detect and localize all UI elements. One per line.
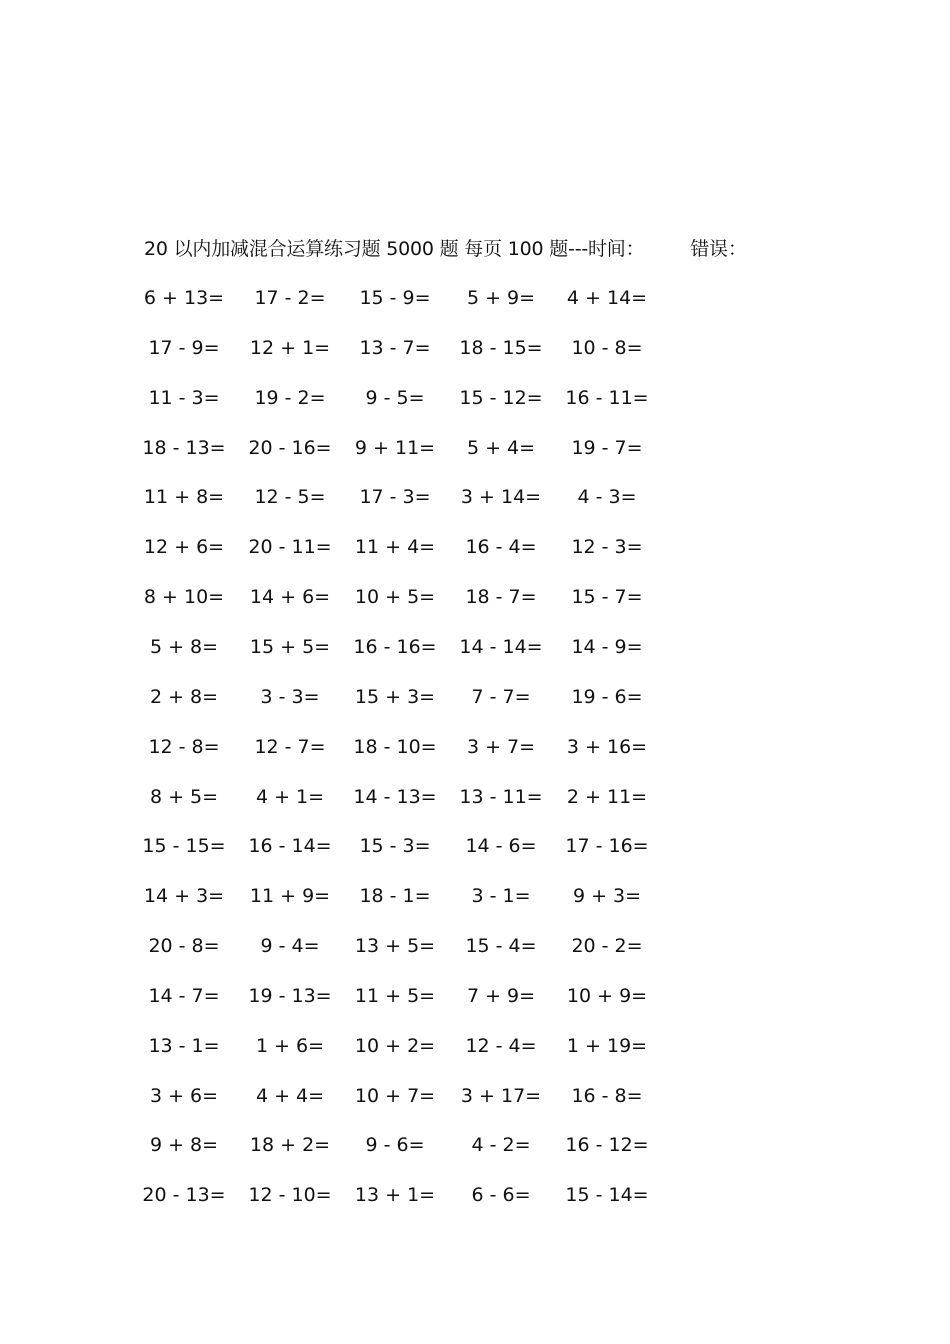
problem-cell: 19 - 6= <box>571 686 643 708</box>
title-text: 20 以内加减混合运算练习题 5000 题 每页 100 题---时间： <box>144 238 645 260</box>
problem-cell: 7 + 9= <box>466 985 536 1007</box>
problem-cell: 17 - 3= <box>359 486 431 508</box>
problem-cell: 15 + 5= <box>249 636 331 658</box>
problem-cell: 11 + 4= <box>354 536 436 558</box>
problem-cell: 12 - 4= <box>465 1035 537 1057</box>
problem-cell: 9 + 8= <box>149 1134 219 1156</box>
problem-cell: 9 - 4= <box>260 935 320 957</box>
problem-cell: 14 - 7= <box>148 985 220 1007</box>
problem-cell: 1 + 19= <box>566 1035 648 1057</box>
problem-cell: 13 - 7= <box>359 337 431 359</box>
problem-cell: 6 - 6= <box>471 1184 531 1206</box>
problem-cell: 16 - 14= <box>248 835 332 857</box>
problem-cell: 14 + 3= <box>143 885 225 907</box>
errors-label: 错误： <box>690 238 747 260</box>
problem-cell: 4 + 4= <box>255 1085 325 1107</box>
problem-cell: 14 - 13= <box>353 786 437 808</box>
problem-cell: 15 - 14= <box>565 1184 649 1206</box>
problem-cell: 3 + 16= <box>566 736 648 758</box>
problem-cell: 11 - 3= <box>148 387 220 409</box>
problem-cell: 17 - 9= <box>148 337 220 359</box>
problem-cell: 1 + 6= <box>255 1035 325 1057</box>
problem-cell: 12 + 1= <box>249 337 331 359</box>
problem-cell: 15 - 12= <box>459 387 543 409</box>
problem-cell: 5 + 4= <box>466 437 536 459</box>
problem-cell: 20 - 16= <box>248 437 332 459</box>
problem-cell: 12 - 7= <box>254 736 326 758</box>
problem-cell: 14 - 14= <box>459 636 543 658</box>
problem-cell: 15 + 3= <box>354 686 436 708</box>
problem-cell: 16 - 16= <box>353 636 437 658</box>
problem-cell: 10 + 9= <box>566 985 648 1007</box>
problem-cell: 6 + 13= <box>143 287 225 309</box>
problem-cell: 14 - 6= <box>465 835 537 857</box>
problem-cell: 3 + 7= <box>466 736 536 758</box>
problem-cell: 4 + 14= <box>566 287 648 309</box>
problem-cell: 3 - 1= <box>471 885 531 907</box>
problem-cell: 18 - 15= <box>459 337 543 359</box>
problem-cell: 3 - 3= <box>260 686 320 708</box>
problem-cell: 13 - 11= <box>459 786 543 808</box>
problem-cell: 3 + 17= <box>460 1085 542 1107</box>
problem-cell: 2 + 11= <box>566 786 648 808</box>
problem-cell: 10 + 5= <box>354 586 436 608</box>
problem-cell: 3 + 14= <box>460 486 542 508</box>
problem-cell: 16 - 11= <box>565 387 649 409</box>
problem-cell: 10 - 8= <box>571 337 643 359</box>
problem-cell: 3 + 6= <box>149 1085 219 1107</box>
problem-cell: 18 - 13= <box>142 437 226 459</box>
problem-cell: 16 - 4= <box>465 536 537 558</box>
problem-cell: 7 - 7= <box>471 686 531 708</box>
problem-cell: 18 - 7= <box>465 586 537 608</box>
problem-cell: 2 + 8= <box>149 686 219 708</box>
problem-cell: 18 - 1= <box>359 885 431 907</box>
problem-cell: 13 + 1= <box>354 1184 436 1206</box>
problem-cell: 5 + 8= <box>149 636 219 658</box>
problem-cell: 19 - 2= <box>254 387 326 409</box>
problem-cell: 15 - 4= <box>465 935 537 957</box>
problem-cell: 13 - 1= <box>148 1035 220 1057</box>
problem-cell: 10 + 2= <box>354 1035 436 1057</box>
problem-cell: 19 - 13= <box>248 985 332 1007</box>
problem-cell: 13 + 5= <box>354 935 436 957</box>
problem-cell: 20 - 13= <box>142 1184 226 1206</box>
problem-cell: 14 + 6= <box>249 586 331 608</box>
problem-cell: 9 - 5= <box>365 387 425 409</box>
problem-cell: 11 + 8= <box>143 486 225 508</box>
problem-cell: 12 - 3= <box>571 536 643 558</box>
problem-cell: 5 + 9= <box>466 287 536 309</box>
problem-cell: 15 - 7= <box>571 586 643 608</box>
problem-cell: 20 - 8= <box>148 935 220 957</box>
problem-cell: 12 + 6= <box>143 536 225 558</box>
problem-cell: 18 + 2= <box>249 1134 331 1156</box>
problem-cell: 20 - 2= <box>571 935 643 957</box>
problem-cell: 12 - 8= <box>148 736 220 758</box>
problem-cell: 20 - 11= <box>248 536 332 558</box>
problem-cell: 4 - 2= <box>471 1134 531 1156</box>
problem-cell: 12 - 5= <box>254 486 326 508</box>
problem-cell: 9 + 11= <box>354 437 436 459</box>
problem-cell: 11 + 5= <box>354 985 436 1007</box>
problem-cell: 18 - 10= <box>353 736 437 758</box>
problem-cell: 15 - 3= <box>359 835 431 857</box>
problem-cell: 17 - 2= <box>254 287 326 309</box>
problem-cell: 19 - 7= <box>571 437 643 459</box>
problem-cell: 4 - 3= <box>577 486 637 508</box>
problem-cell: 15 - 9= <box>359 287 431 309</box>
problem-cell: 4 + 1= <box>255 786 325 808</box>
problem-cell: 9 - 6= <box>365 1134 425 1156</box>
problem-cell: 8 + 5= <box>149 786 219 808</box>
problem-cell: 16 - 8= <box>571 1085 643 1107</box>
problem-cell: 17 - 16= <box>565 835 649 857</box>
problem-cell: 9 + 3= <box>572 885 642 907</box>
problem-cell: 16 - 12= <box>565 1134 649 1156</box>
problem-cell: 15 - 15= <box>142 835 226 857</box>
problem-cell: 14 - 9= <box>571 636 643 658</box>
problem-cell: 8 + 10= <box>143 586 225 608</box>
worksheet-title <box>144 236 747 262</box>
problem-cell: 11 + 9= <box>249 885 331 907</box>
problem-cell: 10 + 7= <box>354 1085 436 1107</box>
problem-cell: 12 - 10= <box>248 1184 332 1206</box>
